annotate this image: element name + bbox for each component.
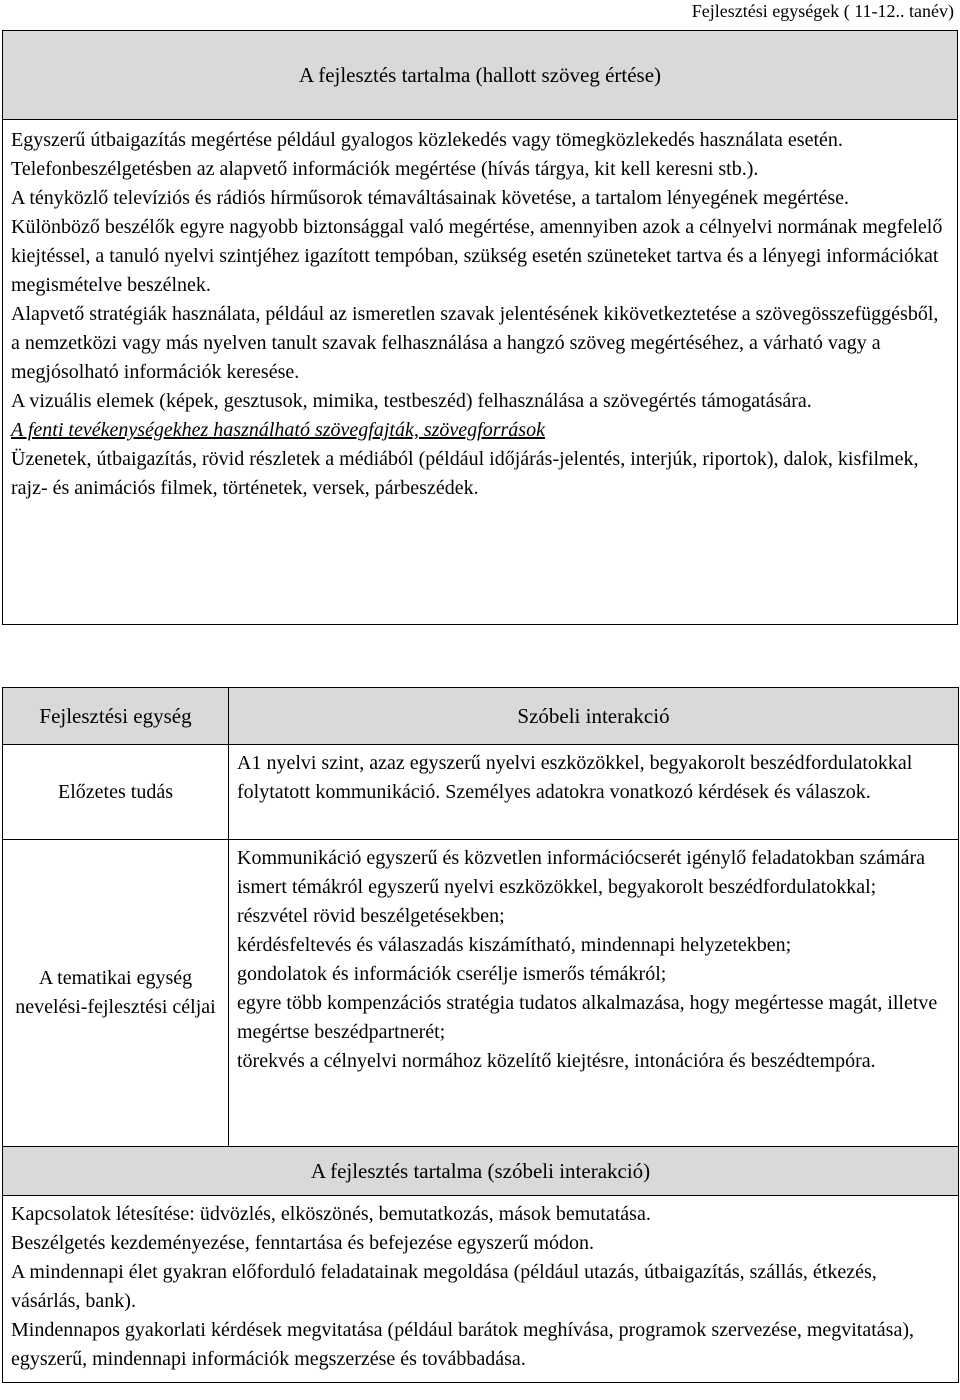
listening-paragraph: Különböző beszélők egyre nagyobb biztonsággal való megértése, amennyiben azok a célnyelvi normának megfelelő kiejtéssel, a tanuló nyelvi szintjéhez igazított tempóban, szükség esetén szüneteket tartva és a lényegi információkat megismételve beszélnek. xyxy=(11,216,943,296)
listening-paragraph: Egyszerű útbaigazítás megértése például gyalogos közlekedés vagy tömegközlekedés használata esetén. xyxy=(11,129,843,151)
goals-text xyxy=(229,840,959,1147)
goal-line: részvétel rövid beszélgetésekben; xyxy=(237,905,505,927)
listening-table xyxy=(2,30,958,625)
sources-text: Üzenetek, útbaigazítás, rövid részletek a médiából (például időjárás-jelentés, interjúk, riportok), dalok, kisfilmek, rajz- és animációs filmek, történetek, versek, párbeszédek. xyxy=(11,448,919,499)
goal-line: egyre több kompenzációs stratégia tudatos alkalmazása, hogy megértesse magát, illetve megértse beszédpartnerét; xyxy=(237,992,938,1043)
prior-knowledge-text: A1 nyelvi szint, azaz egyszerű nyelvi eszközökkel, begyakorolt beszédfordulatokkal folytatott kommunikáció. Személyes adatokra vonatkozó kérdések és válaszok. xyxy=(229,745,959,840)
goal-line: Kommunikáció egyszerű és közvetlen információcserét igénylő feladatokban számára ismert témákról egyszerű nyelvi eszközökkel, begyakorolt beszédfordulatokkal; xyxy=(237,847,926,898)
listening-paragraph: A tényközlő televíziós és rádiós hírműsorok témaváltásainak követése, a tartalom lényegének megértése. xyxy=(11,187,850,209)
listening-paragraph: Alapvető stratégiák használata, például az ismeretlen szavak jelentésének kikövetkeztetése a szövegösszefüggésből, a nemzetközi vagy más nyelven tanult szavak felhasználása a hangzó szöveg megértéséhez, a várható vagy a megjósolható információk keresése. xyxy=(11,303,939,383)
listening-heading: A fejlesztés tartalma (hallott szöveg értése) xyxy=(3,31,958,120)
running-header: Fejlesztési egységek ( 11-12.. tanév) xyxy=(691,1,954,21)
content-line: Beszélgetés kezdeményezése, fenntartása és befejezése egyszerű módon. xyxy=(11,1232,595,1254)
goals-label: A tematikai egység nevelési-fejlesztési céljai xyxy=(3,840,229,1147)
content-line: Mindennapos gyakorlati kérdések megvitatása (például barátok meghívása, programok szervezése, megvitatása), egyszerű, mindennapi információk megszerzése és továbbadása. xyxy=(11,1319,914,1370)
interaction-table xyxy=(2,687,959,1383)
interaction-content xyxy=(3,1196,959,1383)
listening-content xyxy=(3,120,958,625)
prior-knowledge-label: Előzetes tudás xyxy=(3,745,229,840)
sources-heading: A fenti tevékenységekhez használható szövegfajták, szövegforrások xyxy=(11,419,545,441)
listening-paragraph: Telefonbeszélgetésben az alapvető információk megértése (hívás tárgya, kit kell keresni stb.). xyxy=(11,158,759,180)
goal-line: gondolatok és információk cserélje ismerős témákról; xyxy=(237,963,667,985)
unit-value: Szóbeli interakció xyxy=(229,688,959,745)
goal-line: kérdésfeltevés és válaszadás kiszámítható, mindennapi helyzetekben; xyxy=(237,934,792,956)
listening-paragraph: A vizuális elemek (képek, gesztusok, mimika, testbeszéd) felhasználása a szövegértés támogatására. xyxy=(11,390,812,412)
unit-label: Fejlesztési egység xyxy=(3,688,229,745)
content-line: Kapcsolatok létesítése: üdvözlés, elköszönés, bemutatkozás, mások bemutatása. xyxy=(11,1203,651,1225)
content-line: A mindennapi élet gyakran előforduló feladatainak megoldása (például utazás, útbaigazítás, szállás, étkezés, vásárlás, bank). xyxy=(11,1261,877,1312)
interaction-content-heading: A fejlesztés tartalma (szóbeli interakció) xyxy=(3,1147,959,1196)
goal-line: törekvés a célnyelvi normához közelítő kiejtésre, intonációra és beszédtempóra. xyxy=(237,1050,876,1072)
